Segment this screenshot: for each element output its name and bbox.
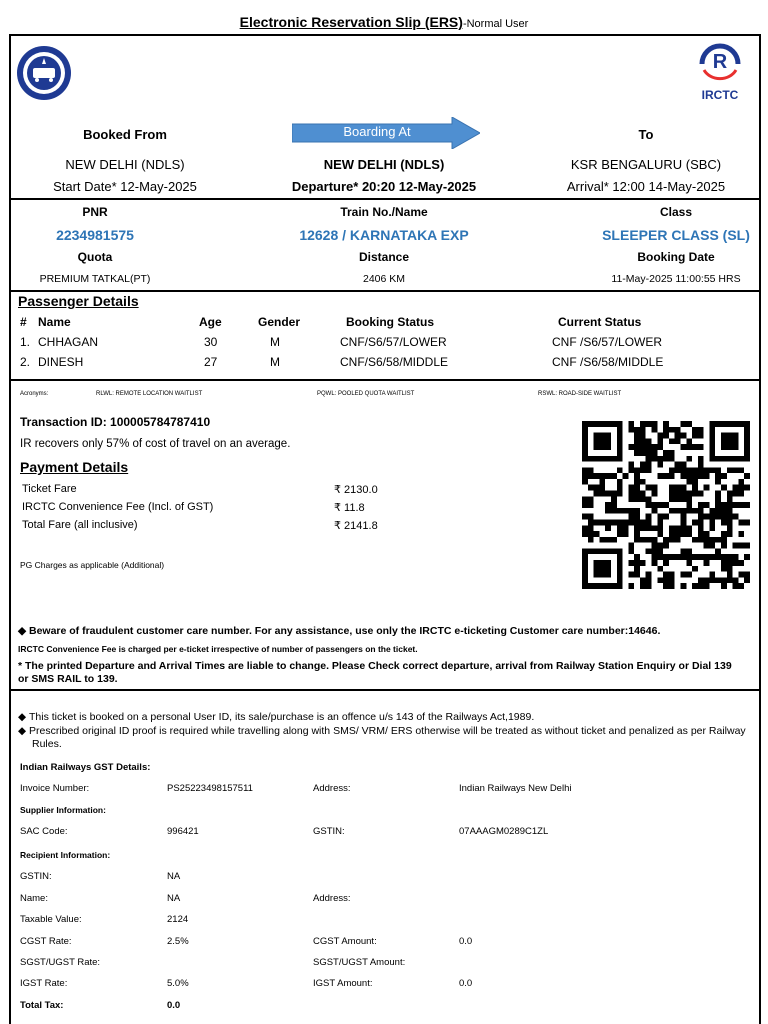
- passenger-booking-status: CNF/S6/57/LOWER: [340, 335, 447, 349]
- convenience-fee-note: IRCTC Convenience Fee is charged per e-ticket irrespective of number of passengers on the ticket.: [18, 644, 418, 654]
- to-station: KSR BENGALURU (SBC): [570, 157, 722, 172]
- passenger-current-status: CNF /S6/57/LOWER: [552, 335, 663, 349]
- acronyms-label: Acronyms:: [20, 391, 49, 397]
- igst-rate-label: IGST Rate:: [20, 978, 68, 989]
- col-header-booking-status: Booking Status: [346, 315, 435, 329]
- col-header-gender: Gender: [258, 315, 301, 329]
- personal-id-text: This ticket is booked on a personal User ID, its sale/purchase is an offence u/s 143 of the Railways Act,1989.: [29, 711, 535, 723]
- ir-recovery-note: IR recovers only 57% of cost of travel on an average.: [20, 438, 291, 450]
- supplier-address-label: Address:: [313, 783, 351, 794]
- igst-amount: 0.0: [459, 978, 473, 989]
- departure-time: Departure* 20:20 12-May-2025: [291, 179, 477, 194]
- recipient-address-label: Address:: [313, 893, 351, 904]
- train-value: 12628 / KARNATAKA EXP: [299, 227, 469, 243]
- acronym-rswl: RSWL: ROAD-SIDE WAITLIST: [538, 391, 622, 397]
- passenger-section-title: Passenger Details: [18, 293, 139, 309]
- document-title: Electronic Reservation Slip (ERS): [239, 14, 463, 30]
- from-station: NEW DELHI (NDLS): [65, 157, 185, 172]
- recipient-name-label: Name:: [20, 893, 48, 904]
- recipient-gstin: NA: [167, 871, 181, 882]
- divider: [9, 379, 761, 381]
- recipient-name: NA: [167, 893, 181, 904]
- cgst-rate: 2.5%: [167, 936, 189, 947]
- col-header-age: Age: [199, 315, 222, 329]
- col-header-index: #: [20, 315, 27, 329]
- booked-from-label: Booked From: [83, 127, 167, 142]
- sac-code: 996421: [167, 826, 199, 837]
- qr-code: [582, 418, 750, 592]
- passenger-gender: M: [270, 355, 280, 369]
- divider: [9, 689, 761, 691]
- id-proof-text: Prescribed original ID proof is required while travelling along with SMS/ VRM/ ERS otherwise will be treated as without ticket and penalized as per Railway Rules.: [29, 725, 746, 750]
- pnr-value: 2234981575: [56, 227, 134, 243]
- recipient-info-title: Recipient Information:: [20, 850, 111, 860]
- ticket-fare-label: Ticket Fare: [22, 483, 77, 495]
- irctc-logo-text: IRCTC: [701, 88, 739, 102]
- invoice-number: PS25223498157511: [167, 783, 253, 794]
- passenger-index: 1.: [20, 335, 31, 349]
- supplier-info-title: Supplier Information:: [20, 805, 106, 815]
- qr-finder-pattern: [594, 560, 611, 577]
- total-tax-label: Total Tax:: [20, 1000, 64, 1011]
- document-subtitle: -Normal User: [462, 18, 529, 30]
- boarding-at-label: Boarding At: [343, 124, 411, 139]
- acronym-rlwl: RLWL: REMOTE LOCATION WAITLIST: [96, 391, 203, 397]
- document-title-row: [0, 14, 768, 32]
- svg-text:R: R: [712, 51, 728, 73]
- id-proof-notice: [18, 725, 748, 751]
- bullet-icon: ◆: [18, 625, 29, 637]
- passenger-name: DINESH: [38, 355, 84, 369]
- indian-railways-logo: [13, 44, 75, 102]
- distance-value: 2406 KM: [362, 273, 406, 285]
- transaction-id: Transaction ID: 100005784787410: [20, 415, 211, 429]
- bullet-icon: ◆: [18, 725, 29, 737]
- recipient-gstin-label: GSTIN:: [20, 871, 52, 882]
- supplier-address: Indian Railways New Delhi: [459, 783, 572, 794]
- igst-rate: 5.0%: [167, 978, 189, 989]
- convenience-fee-value: ₹ 11.8: [334, 502, 365, 514]
- payment-section-title: Payment Details: [20, 459, 129, 475]
- to-label: To: [638, 127, 654, 142]
- gst-section-title: Indian Railways GST Details:: [20, 762, 151, 773]
- sac-label: SAC Code:: [20, 826, 68, 837]
- acronym-pqwl: PQWL: POOLED QUOTA WAITLIST: [317, 391, 415, 397]
- fraud-notice-text: Beware of fraudulent customer care number. For any assistance, use only the IRCTC e-ticketing Customer care number:14646.: [29, 625, 661, 637]
- taxable-value: 2124: [167, 914, 189, 925]
- passenger-current-status: CNF /S6/58/MIDDLE: [552, 355, 664, 369]
- qr-finder-pattern: [721, 433, 738, 450]
- fraud-notice: [18, 625, 758, 637]
- distance-label: Distance: [358, 250, 410, 264]
- ticket-fare-value: ₹ 2130.0: [334, 484, 378, 496]
- divider: [9, 198, 761, 200]
- irctc-logo: [692, 36, 748, 86]
- arrival-time: Arrival* 12:00 14-May-2025: [566, 179, 726, 194]
- sgst-rate-label: SGST/UGST Rate:: [20, 957, 101, 968]
- class-label: Class: [659, 205, 693, 219]
- times-notice: * The printed Departure and Arrival Times are liable to change. Please Check correct departure, arrival from Railway Station Enquiry or Dial 139 or SMS RAIL to 139.: [18, 660, 732, 685]
- qr-finder-pattern: [594, 433, 611, 450]
- sgst-amount-label: SGST/UGST Amount:: [313, 957, 406, 968]
- passenger-age: 27: [204, 355, 218, 369]
- start-date: Start Date* 12-May-2025: [53, 179, 197, 194]
- passenger-age: 30: [204, 335, 218, 349]
- cgst-rate-label: CGST Rate:: [20, 936, 72, 947]
- personal-id-notice: [18, 711, 748, 723]
- train-label: Train No./Name: [340, 205, 428, 219]
- col-header-name: Name: [38, 315, 71, 329]
- taxable-value-label: Taxable Value:: [20, 914, 82, 925]
- booking-date-label: Booking Date: [637, 250, 715, 264]
- quota-label: Quota: [77, 250, 113, 264]
- total-tax: 0.0: [167, 1000, 181, 1011]
- quota-value: PREMIUM TATKAL(PT): [39, 273, 151, 285]
- passenger-gender: M: [270, 335, 280, 349]
- col-header-current-status: Current Status: [558, 315, 642, 329]
- passenger-name: CHHAGAN: [38, 335, 99, 349]
- passenger-index: 2.: [20, 355, 31, 369]
- invoice-label: Invoice Number:: [20, 783, 90, 794]
- passenger-booking-status: CNF/S6/58/MIDDLE: [340, 355, 449, 369]
- convenience-fee-label: IRCTC Convenience Fee (Incl. of GST): [22, 501, 214, 513]
- cgst-amount: 0.0: [459, 936, 473, 947]
- cgst-amount-label: CGST Amount:: [313, 936, 377, 947]
- boarding-station: NEW DELHI (NDLS): [323, 157, 445, 172]
- supplier-gstin: 07AAAGM0289C1ZL: [459, 826, 549, 837]
- total-fare-label: Total Fare (all inclusive): [22, 519, 138, 531]
- supplier-gstin-label: GSTIN:: [313, 826, 345, 837]
- class-value: SLEEPER CLASS (SL): [602, 227, 750, 243]
- divider: [9, 290, 761, 292]
- igst-amount-label: IGST Amount:: [313, 978, 373, 989]
- total-fare-value: ₹ 2141.8: [334, 520, 378, 532]
- bullet-icon: ◆: [18, 711, 29, 723]
- pnr-label: PNR: [82, 205, 108, 219]
- booking-date-value: 11-May-2025 11:00:55 HRS: [611, 273, 741, 285]
- pg-charges-note: PG Charges as applicable (Additional): [20, 560, 165, 570]
